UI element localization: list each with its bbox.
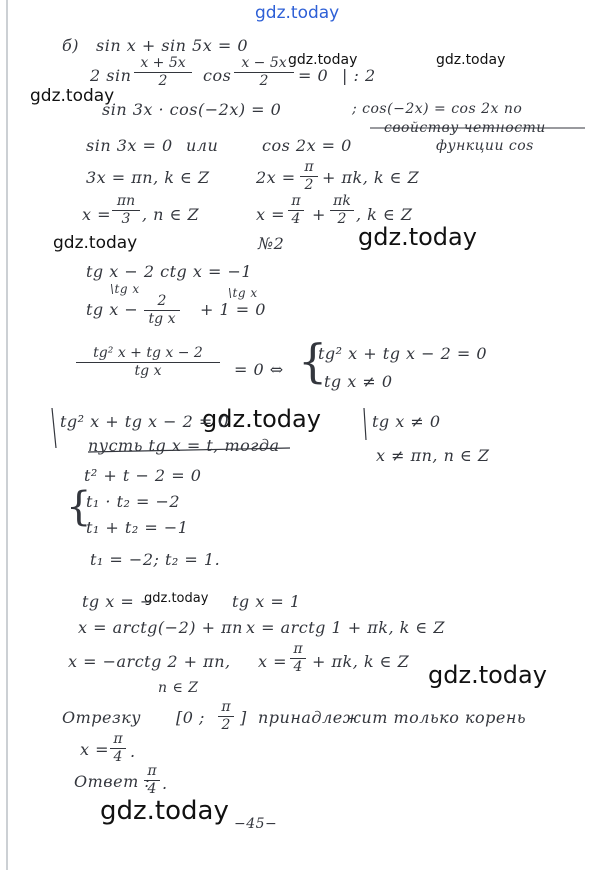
fraction-denominator: 4 [113, 749, 123, 765]
fraction-numerator: π [291, 193, 301, 209]
watermark: gdz.today [288, 52, 358, 68]
part-b-label: б) [62, 36, 80, 55]
system-brace: { [298, 334, 328, 388]
plus-sign: + [312, 205, 326, 224]
line2-lhs: tg x − [86, 300, 139, 319]
fraction-numerator: x + 5x [140, 55, 186, 71]
right-solution-2-lhs: x = [256, 205, 286, 224]
fraction-2-over-tgx [144, 294, 180, 327]
cos-label: cos [203, 66, 232, 85]
case-or: или [186, 136, 219, 155]
parity-note-line3: функции cos [436, 138, 534, 154]
fraction-denominator: 4 [147, 781, 157, 797]
fraction-denominator: 2 [259, 73, 269, 89]
watermark: gdz.today [144, 591, 209, 606]
fraction-numerator: πn [116, 193, 136, 209]
solution-right-2-lhs: x = [258, 652, 288, 671]
interval-label: Отрезку [62, 708, 142, 727]
vieta-product: t₁ · t₂ = −2 [86, 492, 181, 511]
case-sin: sin 3x = 0 [86, 136, 173, 155]
left-solution-2-lhs: x = [82, 205, 112, 224]
interval-open: [0 ; [176, 708, 205, 727]
watermark: gdz.today [358, 223, 477, 251]
fraction-pi-over-4 [110, 732, 126, 765]
fraction-numerator: π [221, 699, 231, 715]
fraction-denominator: tg x [134, 363, 162, 379]
simplified-equation: sin 3x · cos(−2x) = 0 [102, 100, 282, 119]
parity-note-line1: ; cos(−2x) = cos 2x по [352, 101, 523, 117]
roots: t₁ = −2; t₂ = 1. [90, 550, 221, 569]
answer-fraction [144, 764, 160, 797]
fraction-pi-k-over-2 [330, 194, 354, 227]
system-line1: tg² x + tg x − 2 = 0 [318, 344, 488, 363]
solution-left-2: x = −arctg 2 + πn, [68, 652, 231, 671]
answer-label: Ответ : [74, 772, 151, 791]
fraction-denominator: 2 [221, 717, 231, 733]
right-solution-1-lhs: 2x = [256, 168, 296, 187]
fraction-numerator: π [113, 731, 123, 747]
watermark: gdz.today [53, 233, 138, 253]
fraction-pi-over-4 [288, 194, 304, 227]
problem-2-equation: tg x − 2 ctg x = −1 [86, 262, 253, 281]
fraction-pi-over-2 [300, 160, 318, 193]
substitution: пусть tg x = t, тогда [88, 436, 280, 455]
quadratic: t² + t − 2 = 0 [84, 466, 202, 485]
fraction-denominator: tg x [148, 311, 176, 327]
part-b-equation: sin x + sin 5x = 0 [96, 36, 248, 55]
interval-close: ] [240, 708, 247, 727]
sum-to-product-lead: 2 sin [90, 66, 132, 85]
root-period: . [130, 742, 136, 761]
answer-period: . [162, 774, 168, 793]
divide-by-two: | : 2 [342, 66, 376, 85]
tg-equation-left: tg x = − [82, 592, 154, 611]
fraction-denominator: 2 [337, 211, 347, 227]
system-line2: tg x ≠ 0 [324, 372, 393, 391]
fraction-numerator: tg² x + tg x − 2 [93, 345, 203, 361]
watermark: gdz.today [100, 796, 229, 826]
parity-note-line2: свойству четности [384, 120, 546, 136]
fraction-numerator: π [293, 641, 303, 657]
watermark: gdz.today [436, 52, 506, 68]
solution-right-2-rhs: + πk, k ∈ Z [312, 652, 410, 671]
n-in-z: n ∈ Z [158, 680, 199, 696]
fraction-numerator: x − 5x [241, 55, 287, 71]
fraction-numerator: πk [333, 193, 351, 209]
line2-rhs: + 1 = 0 [200, 300, 266, 319]
equals-zero: = 0 [298, 66, 329, 85]
fraction-denominator: 3 [121, 211, 131, 227]
fraction-pi-n-over-3 [112, 194, 140, 227]
multiply-annotation: \tg x [110, 282, 140, 296]
fraction-numerator: π [304, 159, 314, 175]
fraction-pi-over-4 [290, 642, 306, 675]
fraction-denominator: 2 [304, 177, 314, 193]
root-lhs: x = [80, 740, 110, 759]
right-solution-1-rhs: + πk, k ∈ Z [322, 168, 420, 187]
case-cos: cos 2x = 0 [262, 136, 352, 155]
left-solution-1: 3x = πn, k ∈ Z [86, 168, 210, 187]
left-solution-2-rhs: , n ∈ Z [142, 205, 200, 224]
problem-2-number: №2 [258, 234, 285, 253]
line4-left: tg² x + tg x − 2 = 0 [60, 412, 230, 431]
watermark: gdz.today [428, 661, 547, 689]
line3-rhs: = 0 ⇔ [234, 360, 284, 379]
tg-equation-right: tg x = 1 [232, 592, 301, 611]
line4-right: tg x ≠ 0 [372, 412, 441, 431]
watermark: gdz.today [30, 86, 115, 106]
fraction-denominator: 2 [158, 73, 168, 89]
vieta-sum: t₁ + t₂ = −1 [86, 518, 189, 537]
vieta-brace: { [66, 484, 92, 530]
right-solution-2-rhs: , k ∈ Z [356, 205, 413, 224]
fraction-numerator: 2 [157, 293, 167, 309]
watermark: gdz.today [202, 405, 321, 433]
fraction-quadratic-over-tgx [76, 346, 220, 379]
fraction-numerator: π [147, 763, 157, 779]
fraction-half-sum [134, 56, 192, 89]
watermark-top: gdz.today [255, 3, 340, 23]
domain-restriction: x ≠ πn, n ∈ Z [376, 446, 490, 465]
interval-text: принадлежит только корень [258, 708, 527, 727]
fraction-pi-over-2 [218, 700, 234, 733]
multiply-annotation: \tg x [228, 286, 258, 300]
fraction-denominator: 4 [291, 211, 301, 227]
solution-right-1: x = arctg 1 + πk, k ∈ Z [246, 618, 445, 637]
fraction-half-diff [234, 56, 294, 89]
solution-left-1: x = arctg(−2) + πn [78, 618, 243, 637]
page-number: −45− [234, 816, 278, 832]
fraction-denominator: 4 [293, 659, 303, 675]
